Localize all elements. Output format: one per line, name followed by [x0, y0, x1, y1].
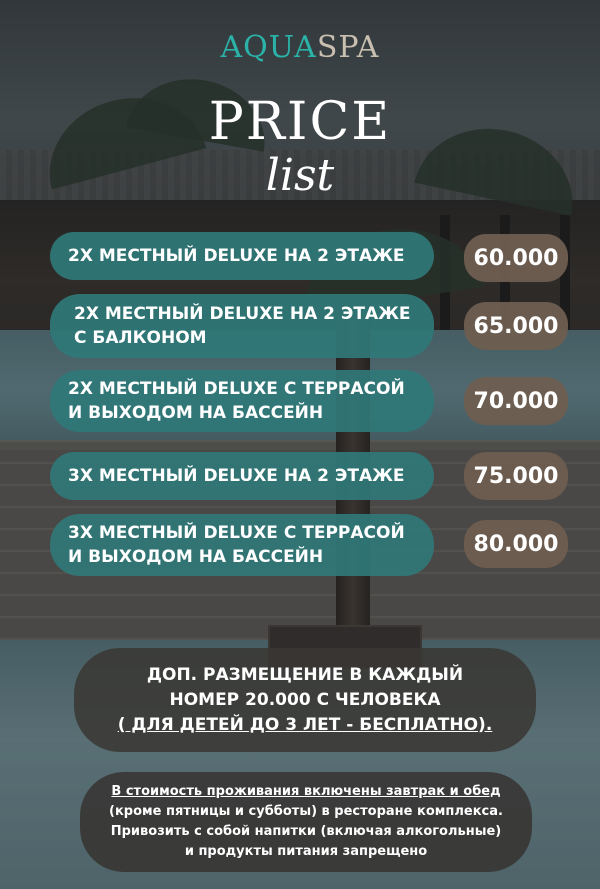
logo-aqua: AQUA	[220, 30, 317, 65]
price-badge: 75.000	[464, 452, 568, 500]
room-label-line: 3X МЕСТНЫЙ DELUXE НА 2 ЭТАЖЕ	[68, 466, 405, 486]
room-label-line: 2X МЕСТНЫЙ DELUXE НА 2 ЭТАЖЕ	[74, 304, 411, 324]
room-label	[50, 514, 434, 576]
inclusions-line: (кроме пятницы и субботы) в ресторане комплекса.	[109, 804, 503, 819]
extra-bed-line: ДОП. РАЗМЕЩЕНИЕ В КАЖДЫЙ	[146, 664, 464, 685]
aquaspa-logo	[0, 30, 600, 65]
inclusions-line: Привозить с собой напитки (включая алкогольные)	[110, 824, 502, 839]
room-label	[50, 232, 434, 280]
room-label	[50, 370, 434, 432]
room-label-line: С БАЛКОНОМ	[74, 328, 207, 348]
room-label-line: И ВЫХОДОМ НА БАССЕЙН	[68, 547, 324, 567]
room-label-line: 2X МЕСТНЫЙ DELUXE НА 2 ЭТАЖЕ	[68, 246, 405, 266]
price-badge: 60.000	[464, 234, 568, 282]
inclusions-line: и продукты питания запрещено	[184, 844, 428, 859]
logo-spa: SPA	[316, 30, 380, 65]
room-label-line: 3X МЕСТНЫЙ DELUXE С ТЕРРАСОЙ	[68, 523, 405, 543]
page-title: PRICE	[208, 92, 392, 152]
price-badge: 80.000	[464, 520, 568, 568]
room-label-line: 2X МЕСТНЫЙ DELUXE С ТЕРРАСОЙ	[68, 379, 405, 399]
inclusions-note	[80, 772, 532, 872]
page-subtitle: list	[265, 150, 335, 201]
room-label	[50, 294, 434, 358]
extra-bed-line: НОМЕР 20.000 С ЧЕЛОВЕКА	[169, 689, 441, 710]
extra-bed-note	[74, 648, 536, 752]
room-label	[50, 452, 434, 500]
children-free-line: ( ДЛЯ ДЕТЕЙ ДО 3 ЛЕТ - БЕСПЛАТНО).	[117, 714, 493, 735]
price-badge: 65.000	[464, 302, 568, 350]
price-badge: 70.000	[464, 377, 568, 425]
inclusions-line: В стоимость проживания включены завтрак и обед	[111, 784, 501, 799]
room-label-line: И ВЫХОДОМ НА БАССЕЙН	[68, 403, 324, 423]
